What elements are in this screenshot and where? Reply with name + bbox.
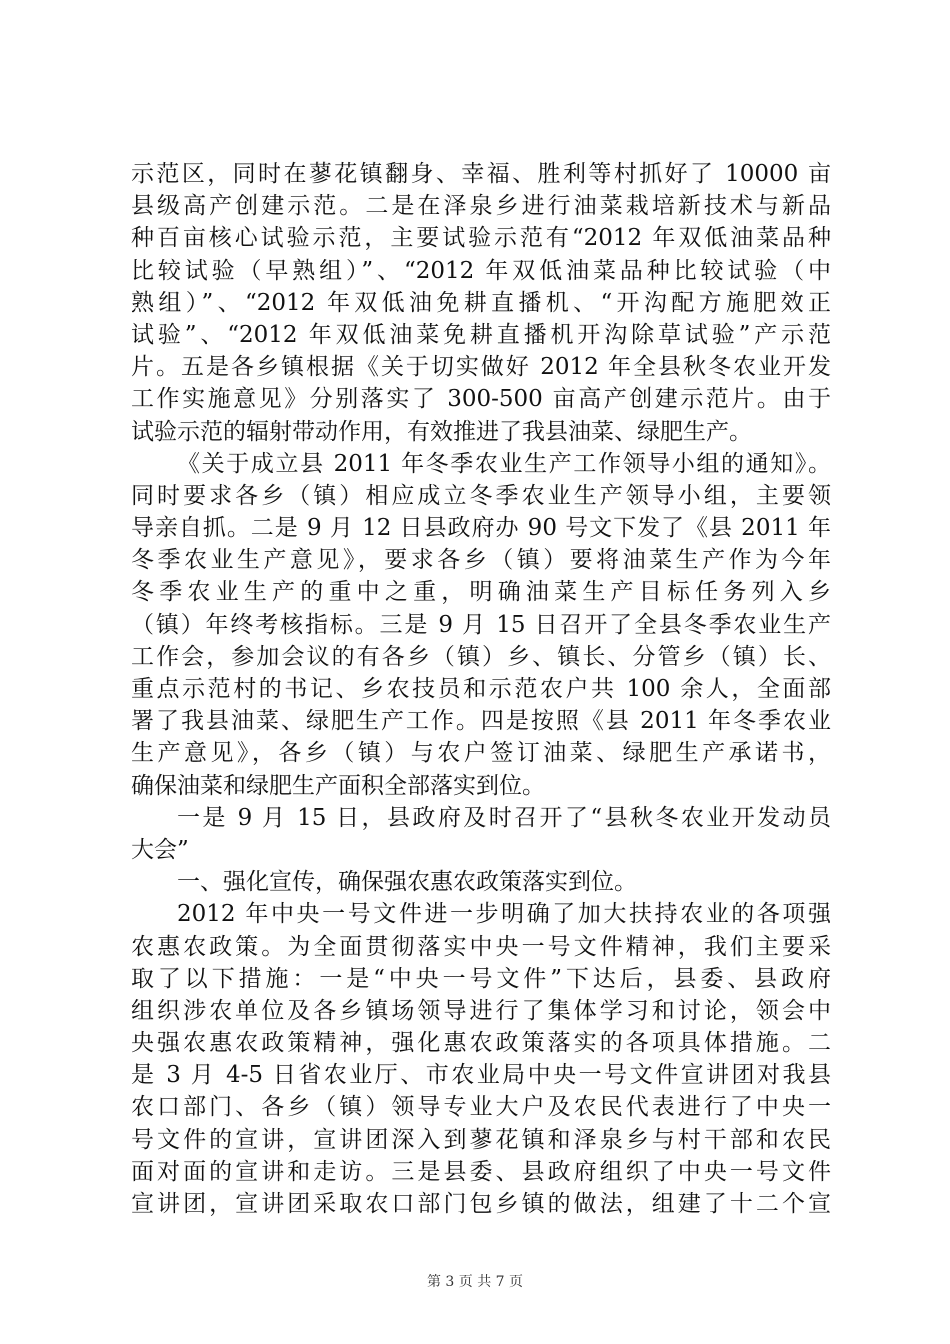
text-line: 号文件的宣讲，宣讲团深入到蓼花镇和泽泉乡与村干部和农民 — [131, 1126, 831, 1153]
text-line: 确保油菜和绿肥生产面积全部落实到位。 — [131, 772, 545, 799]
text-line: 工作实施意见》分别落实了 300-500 亩高产创建示范片。由于 — [131, 386, 831, 413]
text-line: 是 3 月 4-5 日省农业厅、市农业局中央一号文件宣讲团对我县 — [131, 1062, 831, 1089]
text-line: 《关于成立县 2011 年冬季农业生产工作领导小组的通知》。 — [177, 450, 831, 477]
text-line: 试验”、“2012 年双低油菜免耕直播机开沟除草试验”产示范 — [131, 321, 831, 348]
text-line: 央强农惠农政策精神，强化惠农政策落实的各项具体措施。二 — [131, 1030, 831, 1057]
text-line: 宣讲团，宣讲团采取农口部门包乡镇的做法，组建了十二个宣 — [131, 1191, 831, 1217]
text-line: 同时要求各乡（镇）相应成立冬季农业生产领导小组，主要领 — [131, 482, 831, 509]
text-line: 生产意见》，各乡（镇）与农户签订油菜、绿肥生产承诺书， — [131, 740, 831, 767]
text-line: 一、强化宣传，确保强农惠农政策落实到位。 — [177, 869, 637, 896]
text-line: 县级高产创建示范。二是在泽泉乡进行油菜栽培新技术与新品 — [131, 193, 831, 220]
text-line: 农惠农政策。为全面贯彻落实中央一号文件精神，我们主要采 — [131, 933, 831, 960]
page-footer: 第 3 页 共 7 页 — [426, 1274, 524, 1290]
text-line: 一是 9 月 15 日，县政府及时召开了“县秋冬农业开发动员 — [177, 804, 831, 831]
text-line: 片。五是各乡镇根据《关于切实做好 2012 年全县秋冬农业开发 — [131, 354, 831, 381]
text-line: （镇）年终考核指标。三是 9 月 15 日召开了全县冬季农业生产 — [131, 611, 831, 638]
text-line: 重点示范村的书记、乡农技员和示范农户共 100 余人，全面部 — [131, 676, 831, 702]
text-line: 署了我县油菜、绿肥生产工作。四是按照《县 2011 年冬季农业 — [131, 708, 831, 735]
text-line: 熟组）”、“2012 年双低油免耕直播机、“开沟配方施肥效正 — [131, 289, 831, 316]
text-line: 导亲自抓。二是 9 月 12 日县政府办 90 号文下发了《县 2011 年 — [131, 515, 831, 542]
text-line: 工作会，参加会议的有各乡（镇）乡、镇长、分管乡（镇）长、 — [131, 643, 831, 670]
text-line: 农口部门、各乡（镇）领导专业大户及农民代表进行了中央一 — [131, 1094, 831, 1121]
text-line: 冬季农业生产意见》，要求各乡（镇）要将油菜生产作为今年 — [131, 547, 831, 574]
text-line: 大会” — [131, 836, 189, 863]
text-line: 示范区，同时在蓼花镇翻身、幸福、胜利等村抓好了 10000 亩 — [131, 161, 831, 187]
text-line: 组织涉农单位及各乡镇场领导进行了集体学习和讨论，领会中 — [131, 997, 831, 1024]
text-line: 比较试验（早熟组）”、“2012 年双低油菜品种比较试验（中 — [131, 257, 831, 284]
text-line: 取了以下措施：一是“中央一号文件”下达后，县委、县政府 — [131, 965, 831, 992]
document-body — [131, 158, 831, 1220]
text-line: 冬季农业生产的重中之重，明确油菜生产目标任务列入乡 — [131, 579, 831, 606]
text-line: 2012 年中央一号文件进一步明确了加大扶持农业的各项强 — [177, 901, 831, 928]
text-line: 面对面的宣讲和走访。三是县委、县政府组织了中央一号文件 — [131, 1158, 831, 1185]
text-line: 试验示范的辐射带动作用，有效推进了我县油菜、绿肥生产。 — [131, 418, 752, 445]
text-line: 种百亩核心试验示范，主要试验示范有“2012 年双低油菜品种 — [131, 225, 831, 252]
